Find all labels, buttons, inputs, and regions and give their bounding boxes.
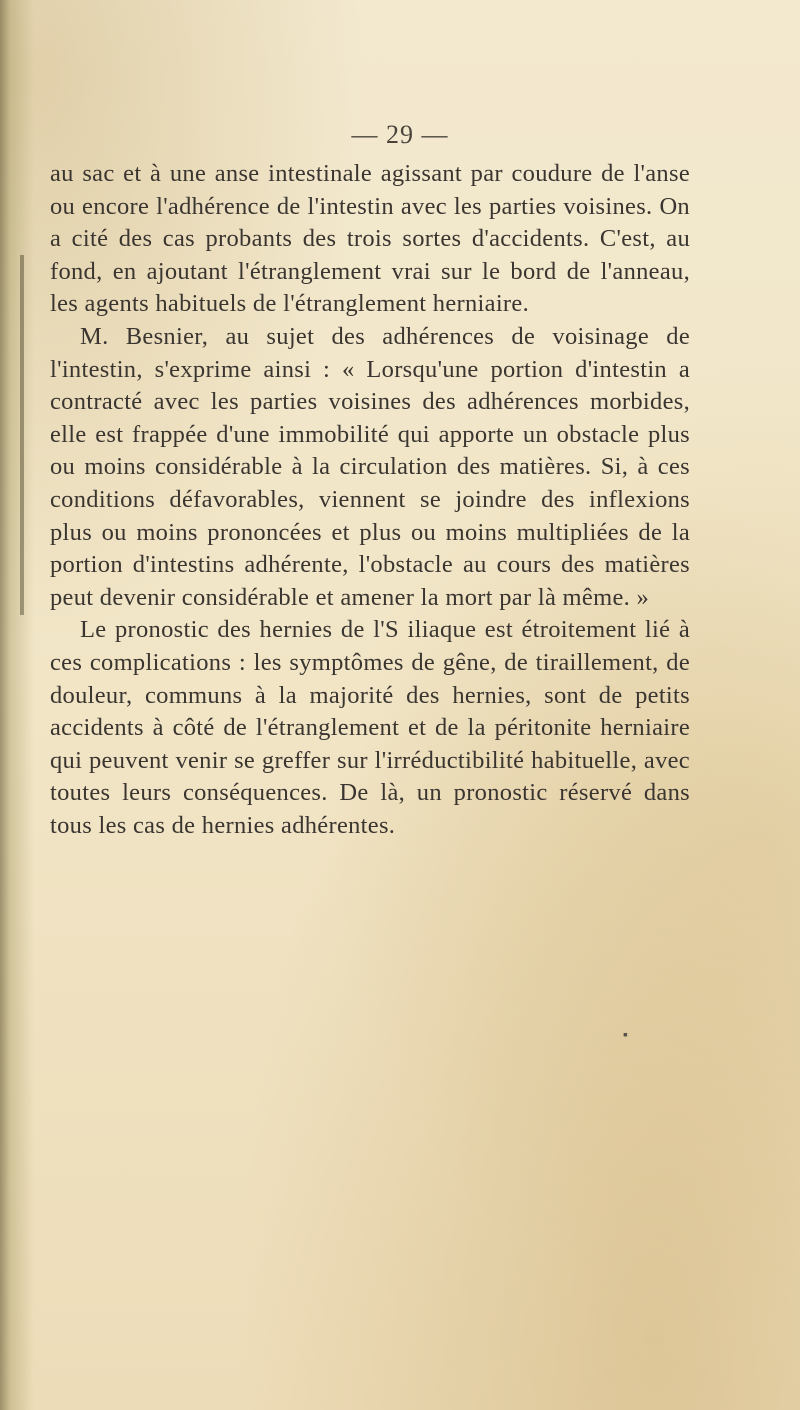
page-spine-shadow [0, 0, 34, 1410]
paragraph-3: Le pronostic des hernies de l'S iliaque est étroitement lié à ces complications : les symptômes de gêne, de tiraillement, de douleur, communs à la majorité des hernies, sont de petits accidents à côté de l'étranglement et de la péritonite herniaire qui peuvent venir se greffer sur l'irréductibilité habituelle, avec toutes leurs conséquences. De là, un pronostic réservé dans tous les cas de hernies adhérentes. [50, 616, 690, 839]
binding-marks [20, 255, 30, 615]
paragraph-2: M. Besnier, au sujet des adhérences de voisinage de l'intestin, s'exprime ainsi : « Lorsqu'une portion d'intestin a contracté avec les parties voisines des adhérences morbides, elle est frappée d'une immobilité qui apporte un obstacle plus ou moins considérable à la circulation des matières. Si, à ces conditions défavorables, viennent se joindre des inflexions plus ou moins prononcées et plus ou moins multipliées de la portion d'intestins adhérente, l'obstacle au cours des matières peut devenir considérable et amener la mort par là même. » [50, 322, 690, 611]
body-text [50, 158, 690, 842]
paragraph-1: au sac et à une anse intestinale agissant par coudure de l'anse ou encore l'adhérence de l'intestin avec les parties voisines. On a cité des cas probants des trois sortes d'accidents. C'est, au fond, en ajoutant l'étranglement vrai sur le bord de l'anneau, les agents habituels de l'étranglement herniaire. [50, 160, 690, 318]
page-number: — 29 — [351, 120, 449, 149]
print-speck: ▪ [623, 1028, 628, 1043]
